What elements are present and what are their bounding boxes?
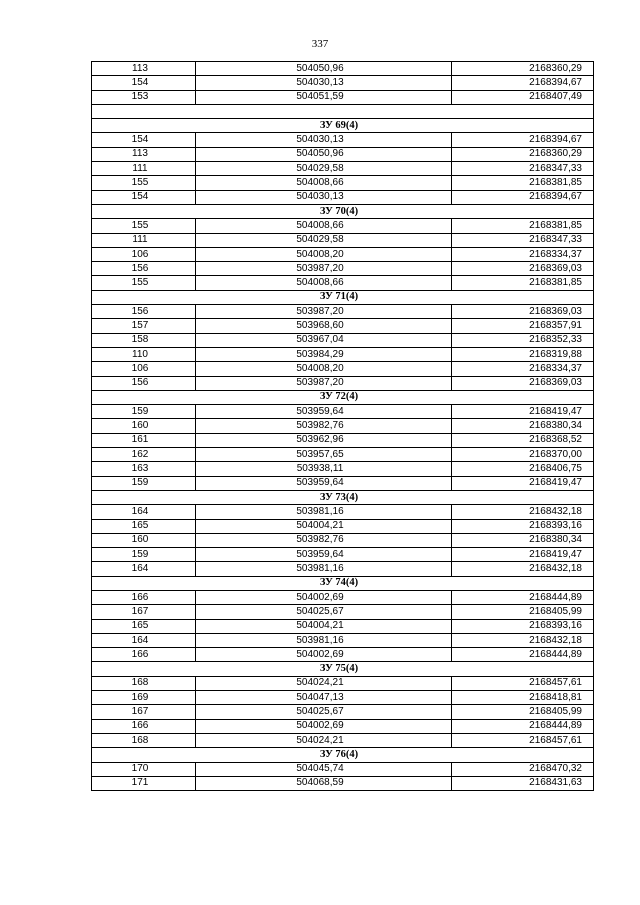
y-coordinate-cell: 2168334,37 — [452, 247, 594, 261]
table-row — [92, 719, 594, 733]
table-row — [92, 605, 594, 619]
section-header-row — [92, 390, 594, 404]
y-coordinate-cell: 2168360,29 — [452, 62, 594, 76]
x-coordinate-cell: 504047,13 — [196, 691, 452, 705]
point-number-cell: 154 — [92, 133, 196, 147]
y-coordinate-cell: 2168393,16 — [452, 519, 594, 533]
table-row — [92, 776, 594, 790]
point-number-cell: 171 — [92, 776, 196, 790]
point-number-cell: 155 — [92, 219, 196, 233]
y-coordinate-cell: 2168432,18 — [452, 562, 594, 576]
table-row — [92, 505, 594, 519]
x-coordinate-cell: 504030,13 — [196, 133, 452, 147]
x-coordinate-cell: 504050,96 — [196, 147, 452, 161]
table-row — [92, 262, 594, 276]
x-coordinate-cell: 504068,59 — [196, 776, 452, 790]
table-row — [92, 648, 594, 662]
table-row — [92, 562, 594, 576]
point-number-cell: 164 — [92, 633, 196, 647]
table-row — [92, 90, 594, 104]
blank-cell — [92, 104, 594, 118]
section-header-row — [92, 290, 594, 304]
point-number-cell: 160 — [92, 419, 196, 433]
y-coordinate-cell: 2168432,18 — [452, 505, 594, 519]
point-number-cell: 154 — [92, 76, 196, 90]
y-coordinate-cell: 2168334,37 — [452, 362, 594, 376]
y-coordinate-cell: 2168419,47 — [452, 405, 594, 419]
x-coordinate-cell: 504025,67 — [196, 605, 452, 619]
point-number-cell: 164 — [92, 505, 196, 519]
point-number-cell: 167 — [92, 605, 196, 619]
section-title: ЗУ 70(4) — [92, 204, 594, 218]
point-number-cell: 113 — [92, 62, 196, 76]
x-coordinate-cell: 504045,74 — [196, 762, 452, 776]
table-row — [92, 476, 594, 490]
table-row — [92, 219, 594, 233]
point-number-cell: 156 — [92, 262, 196, 276]
y-coordinate-cell: 2168380,34 — [452, 533, 594, 547]
y-coordinate-cell: 2168406,75 — [452, 462, 594, 476]
point-number-cell: 163 — [92, 462, 196, 476]
point-number-cell: 110 — [92, 347, 196, 361]
x-coordinate-cell: 503959,64 — [196, 405, 452, 419]
x-coordinate-cell: 503957,65 — [196, 448, 452, 462]
y-coordinate-cell: 2168347,33 — [452, 162, 594, 176]
y-coordinate-cell: 2168360,29 — [452, 147, 594, 161]
point-number-cell: 111 — [92, 162, 196, 176]
y-coordinate-cell: 2168381,85 — [452, 276, 594, 290]
x-coordinate-cell: 503984,29 — [196, 347, 452, 361]
y-coordinate-cell: 2168357,91 — [452, 319, 594, 333]
point-number-cell: 166 — [92, 719, 196, 733]
point-number-cell: 160 — [92, 533, 196, 547]
point-number-cell: 158 — [92, 333, 196, 347]
y-coordinate-cell: 2168370,00 — [452, 448, 594, 462]
table-row — [92, 362, 594, 376]
section-title: ЗУ 73(4) — [92, 490, 594, 504]
y-coordinate-cell: 2168405,99 — [452, 705, 594, 719]
x-coordinate-cell: 503959,64 — [196, 548, 452, 562]
y-coordinate-cell: 2168381,85 — [452, 219, 594, 233]
x-coordinate-cell: 504002,69 — [196, 648, 452, 662]
table-row — [92, 333, 594, 347]
x-coordinate-cell: 504030,13 — [196, 76, 452, 90]
point-number-cell: 106 — [92, 362, 196, 376]
section-title: ЗУ 76(4) — [92, 748, 594, 762]
table-row — [92, 762, 594, 776]
y-coordinate-cell: 2168380,34 — [452, 419, 594, 433]
table-row — [92, 133, 594, 147]
table-row — [92, 676, 594, 690]
point-number-cell: 165 — [92, 519, 196, 533]
point-number-cell: 166 — [92, 590, 196, 604]
point-number-cell: 168 — [92, 676, 196, 690]
table-row — [92, 633, 594, 647]
x-coordinate-cell: 504008,20 — [196, 362, 452, 376]
point-number-cell: 156 — [92, 305, 196, 319]
y-coordinate-cell: 2168418,81 — [452, 691, 594, 705]
x-coordinate-cell: 503962,96 — [196, 433, 452, 447]
section-header-row — [92, 576, 594, 590]
x-coordinate-cell: 504030,13 — [196, 190, 452, 204]
x-coordinate-cell: 503987,20 — [196, 305, 452, 319]
y-coordinate-cell: 2168394,67 — [452, 76, 594, 90]
table-row — [92, 619, 594, 633]
y-coordinate-cell: 2168444,89 — [452, 590, 594, 604]
table-row — [92, 176, 594, 190]
point-number-cell: 156 — [92, 376, 196, 390]
point-number-cell: 162 — [92, 448, 196, 462]
table-row — [92, 433, 594, 447]
y-coordinate-cell: 2168369,03 — [452, 305, 594, 319]
y-coordinate-cell: 2168352,33 — [452, 333, 594, 347]
table-row — [92, 347, 594, 361]
x-coordinate-cell: 503968,60 — [196, 319, 452, 333]
y-coordinate-cell: 2168394,67 — [452, 190, 594, 204]
x-coordinate-cell: 504004,21 — [196, 619, 452, 633]
table-row — [92, 147, 594, 161]
point-number-cell: 164 — [92, 562, 196, 576]
table-row — [92, 705, 594, 719]
table-row — [92, 691, 594, 705]
table-row — [92, 733, 594, 747]
section-title: ЗУ 74(4) — [92, 576, 594, 590]
y-coordinate-cell: 2168457,61 — [452, 676, 594, 690]
x-coordinate-cell: 504029,58 — [196, 233, 452, 247]
x-coordinate-cell: 504008,66 — [196, 219, 452, 233]
point-number-cell: 169 — [92, 691, 196, 705]
point-number-cell: 111 — [92, 233, 196, 247]
x-coordinate-cell: 504051,59 — [196, 90, 452, 104]
x-coordinate-cell: 504024,21 — [196, 733, 452, 747]
x-coordinate-cell: 504025,67 — [196, 705, 452, 719]
section-header-row — [92, 119, 594, 133]
point-number-cell: 155 — [92, 276, 196, 290]
y-coordinate-cell: 2168432,18 — [452, 633, 594, 647]
point-number-cell: 106 — [92, 247, 196, 261]
y-coordinate-cell: 2168393,16 — [452, 619, 594, 633]
y-coordinate-cell: 2168470,32 — [452, 762, 594, 776]
point-number-cell: 170 — [92, 762, 196, 776]
y-coordinate-cell: 2168369,03 — [452, 262, 594, 276]
table-row — [92, 405, 594, 419]
x-coordinate-cell: 504050,96 — [196, 62, 452, 76]
section-header-row — [92, 490, 594, 504]
x-coordinate-cell: 504004,21 — [196, 519, 452, 533]
section-title: ЗУ 75(4) — [92, 662, 594, 676]
table-row — [92, 419, 594, 433]
point-number-cell: 168 — [92, 733, 196, 747]
x-coordinate-cell: 504008,20 — [196, 247, 452, 261]
y-coordinate-cell: 2168319,88 — [452, 347, 594, 361]
table-row — [92, 305, 594, 319]
section-title: ЗУ 72(4) — [92, 390, 594, 404]
point-number-cell: 153 — [92, 90, 196, 104]
x-coordinate-cell: 504024,21 — [196, 676, 452, 690]
table-row — [92, 233, 594, 247]
table-row — [92, 548, 594, 562]
point-number-cell: 159 — [92, 476, 196, 490]
point-number-cell: 165 — [92, 619, 196, 633]
section-title: ЗУ 69(4) — [92, 119, 594, 133]
y-coordinate-cell: 2168394,67 — [452, 133, 594, 147]
x-coordinate-cell: 503981,16 — [196, 633, 452, 647]
point-number-cell: 155 — [92, 176, 196, 190]
point-number-cell: 159 — [92, 548, 196, 562]
coordinates-table-body — [92, 62, 594, 791]
x-coordinate-cell: 503959,64 — [196, 476, 452, 490]
table-row — [92, 533, 594, 547]
section-header-row — [92, 204, 594, 218]
x-coordinate-cell: 503981,16 — [196, 562, 452, 576]
table-row — [92, 162, 594, 176]
x-coordinate-cell: 503982,76 — [196, 533, 452, 547]
table-row — [92, 319, 594, 333]
table-row — [92, 76, 594, 90]
y-coordinate-cell: 2168405,99 — [452, 605, 594, 619]
y-coordinate-cell: 2168419,47 — [452, 476, 594, 490]
point-number-cell: 161 — [92, 433, 196, 447]
table-row — [92, 462, 594, 476]
y-coordinate-cell: 2168407,49 — [452, 90, 594, 104]
table-row — [92, 519, 594, 533]
y-coordinate-cell: 2168347,33 — [452, 233, 594, 247]
point-number-cell: 113 — [92, 147, 196, 161]
x-coordinate-cell: 503982,76 — [196, 419, 452, 433]
y-coordinate-cell: 2168368,52 — [452, 433, 594, 447]
table-row — [92, 62, 594, 76]
x-coordinate-cell: 503967,04 — [196, 333, 452, 347]
y-coordinate-cell: 2168444,89 — [452, 648, 594, 662]
x-coordinate-cell: 503981,16 — [196, 505, 452, 519]
y-coordinate-cell: 2168457,61 — [452, 733, 594, 747]
table-row — [92, 190, 594, 204]
table-row — [92, 590, 594, 604]
section-title: ЗУ 71(4) — [92, 290, 594, 304]
table-row — [92, 376, 594, 390]
x-coordinate-cell: 503938,11 — [196, 462, 452, 476]
y-coordinate-cell: 2168419,47 — [452, 548, 594, 562]
y-coordinate-cell: 2168444,89 — [452, 719, 594, 733]
table-row — [92, 448, 594, 462]
section-header-row — [92, 748, 594, 762]
x-coordinate-cell: 504029,58 — [196, 162, 452, 176]
blank-row — [92, 104, 594, 118]
point-number-cell: 167 — [92, 705, 196, 719]
section-header-row — [92, 662, 594, 676]
x-coordinate-cell: 504008,66 — [196, 176, 452, 190]
point-number-cell: 159 — [92, 405, 196, 419]
table-row — [92, 276, 594, 290]
y-coordinate-cell: 2168431,63 — [452, 776, 594, 790]
coordinates-table — [91, 61, 594, 791]
table-row — [92, 247, 594, 261]
y-coordinate-cell: 2168381,85 — [452, 176, 594, 190]
x-coordinate-cell: 503987,20 — [196, 262, 452, 276]
page-number: 337 — [311, 38, 329, 50]
x-coordinate-cell: 504002,69 — [196, 719, 452, 733]
y-coordinate-cell: 2168369,03 — [452, 376, 594, 390]
point-number-cell: 166 — [92, 648, 196, 662]
x-coordinate-cell: 503987,20 — [196, 376, 452, 390]
x-coordinate-cell: 504002,69 — [196, 590, 452, 604]
point-number-cell: 157 — [92, 319, 196, 333]
x-coordinate-cell: 504008,66 — [196, 276, 452, 290]
point-number-cell: 154 — [92, 190, 196, 204]
